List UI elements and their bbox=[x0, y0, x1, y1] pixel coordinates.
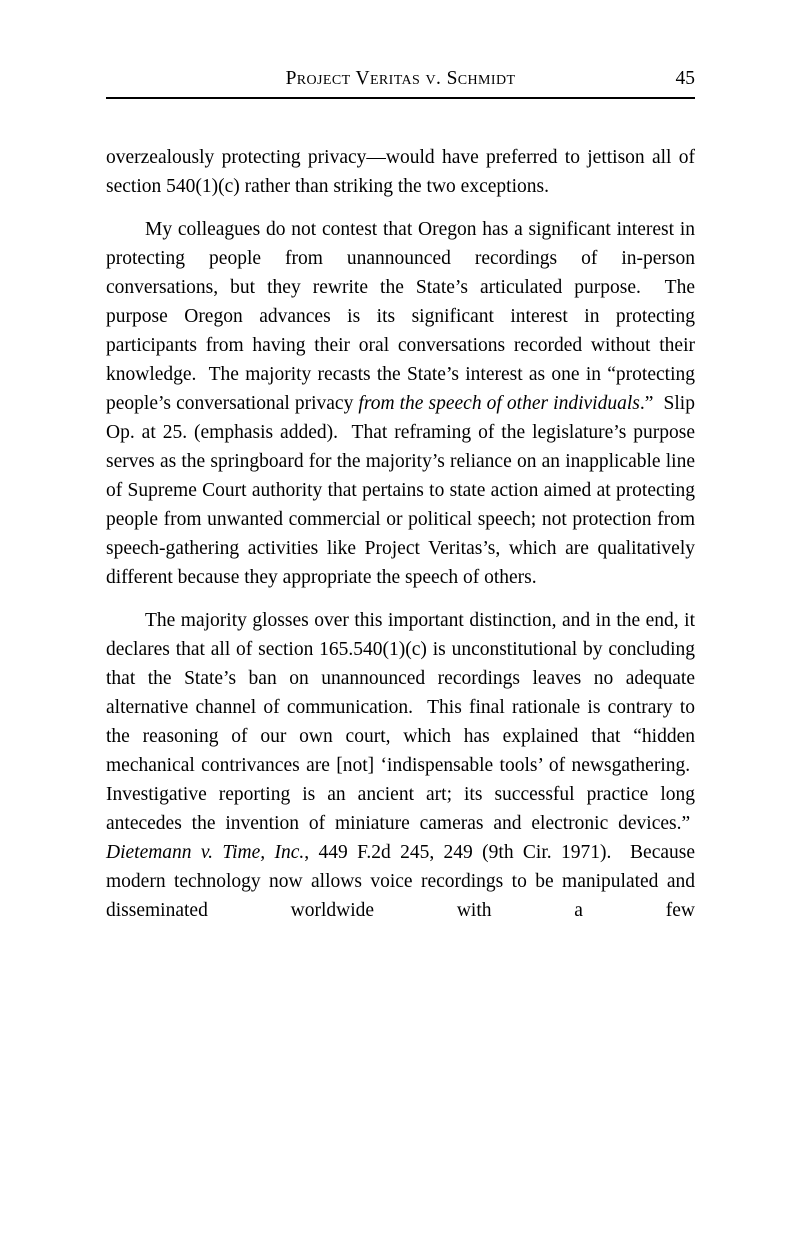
case-title: Project Veritas v. Schmidt bbox=[285, 68, 516, 89]
opinion-body bbox=[106, 143, 695, 925]
header-row bbox=[106, 68, 695, 90]
page-header bbox=[106, 68, 695, 99]
italic-text-run: from the speech of other individuals bbox=[358, 393, 640, 414]
text-run: , 449 F.2d 245, 249 (9th Cir. 1971). Because modern technology now allows voice recordings to be manipulated and disseminated worldwide with a few bbox=[106, 842, 696, 921]
italic-text-run: Dietemann v. Time, Inc. bbox=[106, 842, 305, 863]
text-run: My colleagues do not contest that Oregon has a significant interest in protecting people from unannounced recordings of in-person conversations, but they rewrite the State’s articulated purpose. The purpose Oregon advances is its significant interest in protecting participants from having their oral conversations recorded without their knowledge. The majority recasts the State’s interest as one in “protecting people’s conversational privacy bbox=[106, 219, 695, 414]
header-rule bbox=[106, 97, 695, 99]
page-number: 45 bbox=[675, 68, 695, 89]
paragraph bbox=[106, 143, 695, 201]
paragraph bbox=[106, 215, 695, 592]
text-run: .” Slip Op. at 25. (emphasis added). That reframing of the legislature’s purpose serves as the springboard for the majority’s reliance on an inapplicable line of Supreme Court authority that pertains to state action aimed at protecting people from unwanted commercial or political speech; not protection from speech-gathering activities like Project Veritas’s, which are qualitatively different because they appropriate the speech of others. bbox=[106, 393, 695, 588]
text-run: overzealously protecting privacy—would have preferred to jettison all of section 540(1)(c) rather than striking the two exceptions. bbox=[106, 147, 695, 197]
paragraph bbox=[106, 606, 695, 925]
text-run: The majority glosses over this important distinction, and in the end, it declares that all of section 165.540(1)(c) is unconstitutional by concluding that the State’s ban on unannounced recordings leaves no adequate alternative channel of communication. This final rationale is contrary to the reasoning of our own court, which has explained that “hidden mechanical contrivances are [not] ‘indispensable tools’ of newsgathering. Investigative reporting is an ancient art; its successful practice long antecedes the invention of miniature cameras and electronic devices.” bbox=[106, 610, 695, 834]
